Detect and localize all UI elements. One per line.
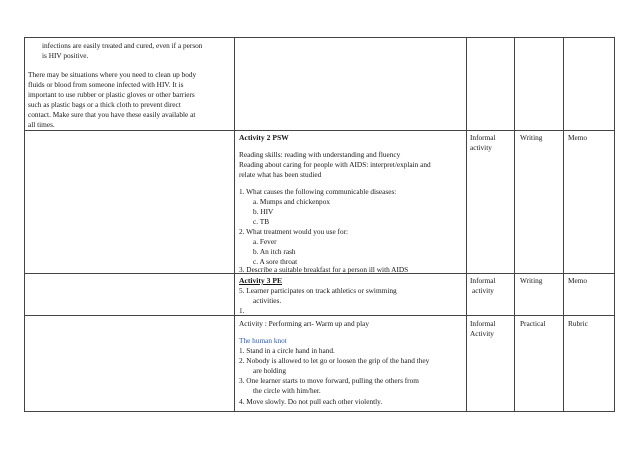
- intro-paragraph-line: fluids or blood from someone infected with HIV. It is: [28, 80, 184, 89]
- intro-paragraph-line: There may be situations where you need to clean up body: [28, 70, 197, 79]
- activity-line: 5. Learner participates on track athletics or swimming: [239, 286, 397, 295]
- activity-step: 4. Move slowly. Do not pull each other violently.: [239, 397, 383, 406]
- activity-line: 1.: [239, 306, 245, 315]
- assessment-type: Informal: [470, 319, 496, 328]
- question-item: a. Fever: [253, 237, 277, 246]
- activity-subtitle: The human knot: [239, 336, 287, 345]
- column-divider: [234, 37, 235, 412]
- activity-title: Activity : Performing art- Warm up and play: [239, 319, 369, 328]
- table-bottom-border: [24, 411, 614, 412]
- assessment-type: Activity: [470, 329, 494, 338]
- assessment-tool: Memo: [568, 133, 588, 142]
- activity-step: the circle with him/her.: [253, 386, 321, 395]
- table-top-border: [24, 37, 614, 38]
- assessment-type: activity: [472, 286, 494, 295]
- assessment-form: Writing: [520, 133, 543, 142]
- column-divider: [466, 37, 467, 412]
- intro-line: is HIV positive.: [42, 51, 89, 60]
- column-divider: [514, 37, 515, 412]
- activity-step: are holding: [253, 366, 287, 375]
- activity-step: 3. One learner starts to move forward, pulling the others from: [239, 376, 419, 385]
- activity-step: 1. Stand in a circle hand in hand.: [239, 346, 335, 355]
- intro-paragraph-line: all times.: [28, 120, 55, 129]
- question-item: a. Mumps and chickenpox: [253, 197, 331, 206]
- row-divider: [24, 130, 614, 131]
- question: 1. What causes the following communicable diseases:: [239, 187, 397, 196]
- assessment-type: activity: [470, 143, 492, 152]
- activity-step: 2. Nobody is allowed to let go or loosen the grip of the hand they: [239, 356, 430, 365]
- question: 2. What treatment would you use for:: [239, 227, 349, 236]
- activity-title: Activity 2 PSW: [239, 133, 289, 142]
- activity-line: Reading skills: reading with understanding and fluency: [239, 150, 401, 159]
- question: 3. Describe a suitable breakfast for a person ill with AIDS: [239, 265, 409, 274]
- question-item: c. TB: [253, 217, 270, 226]
- assessment-type: Informal: [470, 276, 496, 285]
- activity-line: activities.: [253, 296, 282, 305]
- intro-paragraph-line: such as plastic bags or a thick cloth to prevent direct: [28, 100, 181, 109]
- activity-line: Reading about caring for people with AIDS: interpret/explain and: [239, 160, 431, 169]
- table-left-border: [24, 37, 25, 412]
- activity-title: Activity 3 PE: [239, 276, 283, 285]
- row-divider: [24, 315, 614, 316]
- intro-paragraph-line: contact. Make sure that you have these easily available at: [28, 110, 196, 119]
- question-item: b. HIV: [253, 207, 274, 216]
- assessment-form: Writing: [520, 276, 543, 285]
- activity-line: relate what has been studied: [239, 170, 322, 179]
- assessment-tool: Rubric: [568, 319, 588, 328]
- column-divider: [563, 37, 564, 412]
- table-right-border: [614, 37, 615, 412]
- assessment-form: Practical: [520, 319, 546, 328]
- intro-paragraph-line: important to use rubber or plastic gloves or other barriers: [28, 90, 195, 99]
- assessment-tool: Memo: [568, 276, 588, 285]
- question-item: b. An itch rash: [253, 247, 296, 256]
- assessment-type: Informal: [470, 133, 496, 142]
- question-item: c. A sore throat: [253, 257, 298, 266]
- intro-line: infections are easily treated and cured, even if a person: [42, 41, 203, 50]
